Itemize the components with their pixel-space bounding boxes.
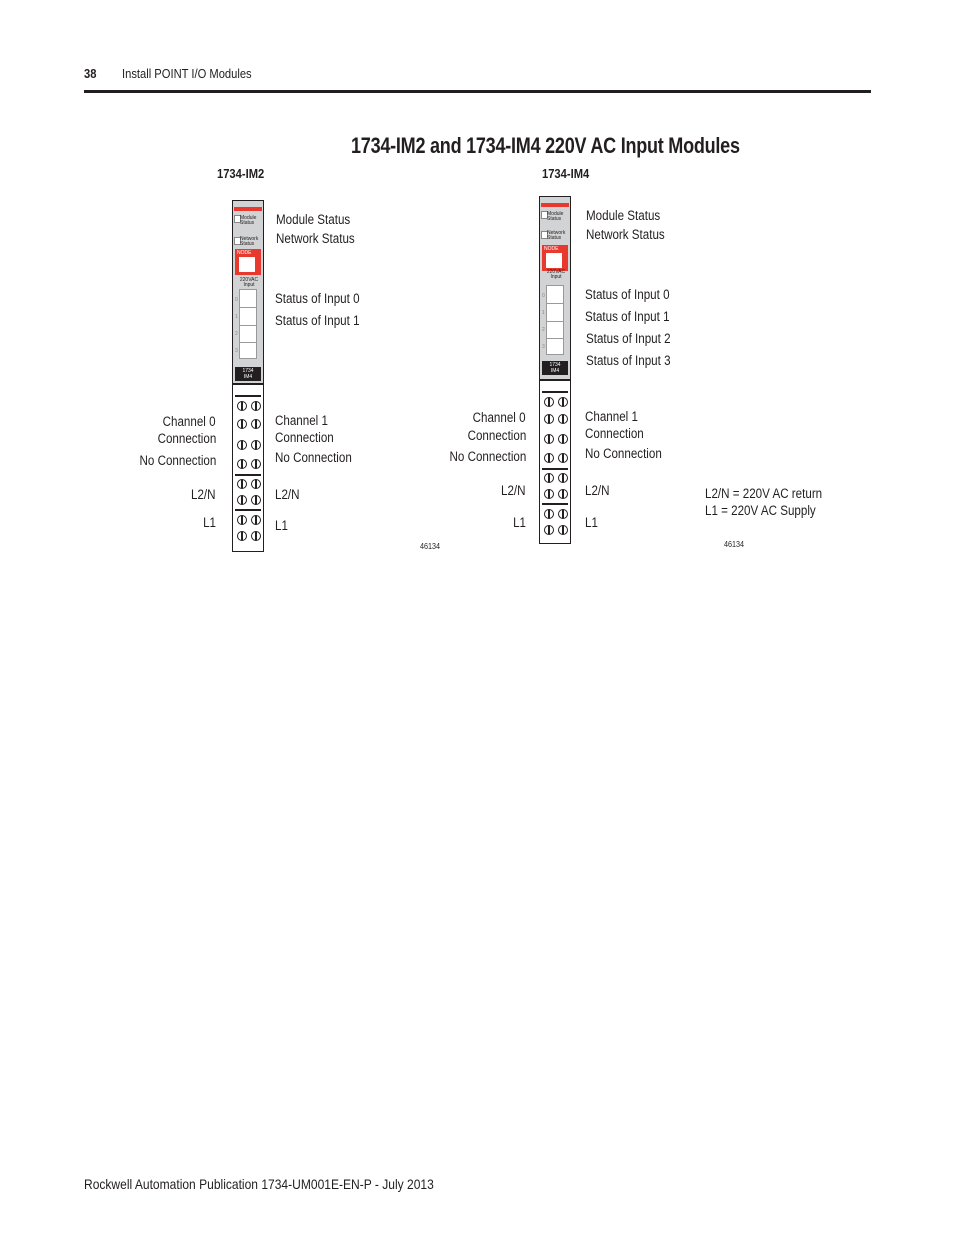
legend-l2n: L2/N = 220V AC return bbox=[705, 486, 823, 501]
im2-status-input-0-label: Status of Input 0 bbox=[275, 291, 360, 306]
im4-figure-number: 46134 bbox=[724, 540, 745, 549]
im2-no-connection-left-label: No Connection bbox=[139, 453, 216, 468]
im2-ch1: 1 bbox=[235, 314, 238, 320]
im2-channel-0-label: Channel 0 bbox=[163, 414, 216, 429]
im4-type-label: 220VAC Input bbox=[546, 269, 566, 280]
im4-module-status-text: Module Status bbox=[547, 211, 564, 222]
im2-module-body bbox=[232, 200, 264, 384]
im2-terminal-base bbox=[232, 384, 264, 552]
im4-input-status-window bbox=[546, 285, 564, 355]
im4-l1-right-label: L1 bbox=[585, 515, 598, 530]
im4-catalog-plate: 1734 IM4 bbox=[542, 361, 568, 375]
im4-channel-0-connection-label: Connection bbox=[467, 428, 526, 443]
im2-network-status-label: Network Status bbox=[276, 231, 355, 246]
im4-l2n-left-label: L2/N bbox=[501, 483, 526, 498]
im2-l2n-left-label: L2/N bbox=[191, 487, 216, 502]
im4-network-status-text: Network Status bbox=[547, 230, 566, 241]
header-rule bbox=[84, 90, 871, 93]
im2-catalog-plate: 1734 IM4 bbox=[235, 367, 261, 381]
im4-channel-0-label: Channel 0 bbox=[473, 410, 526, 425]
im2-l1-right-label: L1 bbox=[275, 518, 288, 533]
im4-node-label: NODE bbox=[544, 246, 559, 252]
im2-figure-number: 46134 bbox=[420, 542, 441, 551]
im2-ch0: 0 bbox=[235, 297, 238, 303]
im2-module-status-text: Module Status bbox=[240, 215, 257, 226]
im2-l2n-right-label: L2/N bbox=[275, 487, 300, 502]
im4-no-connection-left-label: No Connection bbox=[449, 449, 526, 464]
im4-title: 1734-IM4 bbox=[542, 166, 590, 181]
im2-type-label: 220VAC Input bbox=[239, 277, 259, 288]
im2-channel-1-label: Channel 1 bbox=[275, 413, 328, 428]
im4-module-status-label: Module Status bbox=[586, 208, 661, 223]
im4-ch3: 3 bbox=[542, 344, 545, 350]
im4-ch1: 1 bbox=[542, 310, 545, 316]
im2-status-input-1-label: Status of Input 1 bbox=[275, 313, 360, 328]
im2-red-bar bbox=[234, 207, 262, 211]
im2-channel-0-connection-label: Connection bbox=[157, 431, 216, 446]
im2-l1-left-label: L1 bbox=[203, 515, 216, 530]
im4-status-input-3-label: Status of Input 3 bbox=[586, 353, 671, 368]
footer-publication: Rockwell Automation Publication 1734-UM001E-EN-P - July 2013 bbox=[84, 1176, 434, 1192]
page-number: 38 bbox=[84, 66, 97, 81]
im4-channel-1-label: Channel 1 bbox=[585, 409, 638, 424]
im4-network-status-label: Network Status bbox=[586, 227, 665, 242]
im4-terminal-base bbox=[539, 380, 571, 544]
im4-node-switch bbox=[542, 245, 568, 271]
im2-node-switch bbox=[235, 249, 261, 275]
im2-channel-1-connection-label: Connection bbox=[275, 430, 334, 445]
im4-ch0: 0 bbox=[542, 293, 545, 299]
im2-title: 1734-IM2 bbox=[217, 166, 265, 181]
im4-status-input-1-label: Status of Input 1 bbox=[585, 309, 670, 324]
im2-ch2: 2 bbox=[235, 331, 238, 337]
im4-channel-1-connection-label: Connection bbox=[585, 426, 644, 441]
im2-input-status-window bbox=[239, 289, 257, 359]
im4-l2n-right-label: L2/N bbox=[585, 483, 610, 498]
im4-status-input-0-label: Status of Input 0 bbox=[585, 287, 670, 302]
legend-l1: L1 = 220V AC Supply bbox=[705, 503, 816, 518]
im4-status-input-2-label: Status of Input 2 bbox=[586, 331, 671, 346]
figure-title: 1734-IM2 and 1734-IM4 220V AC Input Modules bbox=[351, 133, 740, 158]
im2-module-drawing bbox=[232, 200, 264, 552]
im2-network-status-text: Network Status bbox=[240, 236, 259, 247]
im4-ch2: 2 bbox=[542, 327, 545, 333]
im2-no-connection-right-label: No Connection bbox=[275, 450, 352, 465]
section-title: Install POINT I/O Modules bbox=[122, 66, 252, 81]
im2-ch3: 3 bbox=[235, 348, 238, 354]
im4-no-connection-right-label: No Connection bbox=[585, 446, 662, 461]
im4-module-body bbox=[539, 196, 571, 380]
im4-module-drawing bbox=[539, 196, 571, 544]
im2-module-status-label: Module Status bbox=[276, 212, 351, 227]
im4-red-bar bbox=[541, 203, 569, 207]
im4-l1-left-label: L1 bbox=[513, 515, 526, 530]
im2-node-label: NODE bbox=[237, 250, 252, 256]
